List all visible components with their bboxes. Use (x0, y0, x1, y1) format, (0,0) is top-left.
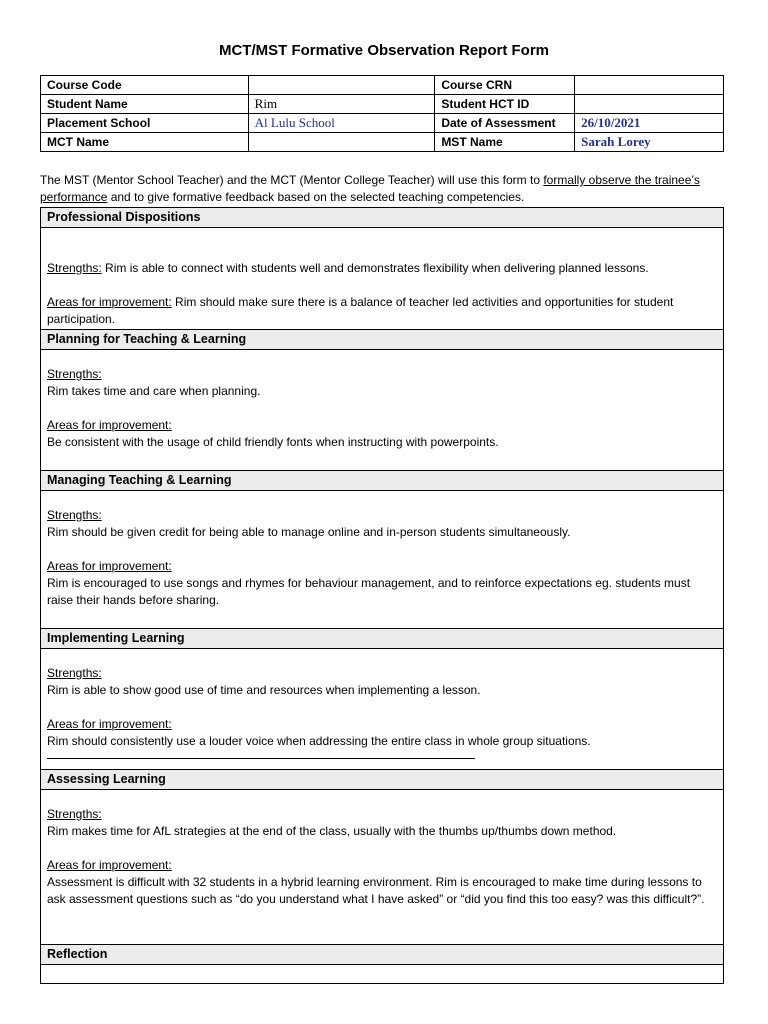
intro-text-start: The MST (Mentor School Teacher) and the MCT (Mentor College Teacher) will use this form to (40, 173, 544, 187)
student-name-label: Student Name (41, 95, 249, 114)
section-heading-assessing: Assessing Learning (41, 770, 723, 790)
student-hct-id-label: Student HCT ID (435, 95, 575, 114)
strengths-label: Strengths: (47, 666, 102, 680)
strengths-label: Strengths: (47, 807, 102, 821)
improvement-text: Rim should make sure there is a balance of teacher led activities and opportunities for student participation. (47, 295, 674, 326)
section-heading-professional-dispositions: Professional Dispositions (41, 208, 723, 228)
date-of-assessment-label: Date of Assessment (435, 114, 575, 133)
section-body-planning[interactable] (41, 350, 723, 471)
mst-name-field[interactable]: Sarah Lorey (575, 133, 724, 152)
intro-text-underlined: formally observe the trainee’s performance (40, 173, 700, 204)
improvement-label: Areas for improvement: (47, 418, 172, 432)
student-info-table (40, 75, 724, 152)
info-row-course (41, 76, 724, 95)
mct-name-label: MCT Name (41, 133, 249, 152)
mst-name-label: MST Name (435, 133, 575, 152)
observation-table (40, 207, 724, 984)
course-crn-label: Course CRN (435, 76, 575, 95)
date-of-assessment-field[interactable]: 26/10/2021 (575, 114, 724, 133)
strengths-label: Strengths: (47, 508, 102, 522)
strengths-text: Rim takes time and care when planning. (47, 384, 261, 398)
improvement-label: Areas for improvement: (47, 295, 172, 309)
course-crn-field[interactable] (575, 76, 724, 95)
strengths-label: Strengths: (47, 261, 102, 275)
intro-paragraph (40, 172, 724, 206)
section-body-professional-dispositions[interactable] (41, 228, 723, 330)
info-row-student (41, 95, 724, 114)
student-hct-id-field[interactable] (575, 95, 724, 114)
course-code-label: Course Code (41, 76, 249, 95)
mct-name-field[interactable] (248, 133, 435, 152)
course-code-field[interactable] (248, 76, 435, 95)
placement-school-label: Placement School (41, 114, 249, 133)
info-row-mentors (41, 133, 724, 152)
section-heading-implementing: Implementing Learning (41, 629, 723, 649)
improvement-text: Assessment is difficult with 32 students in a hybrid learning environment. Rim is encouraged to make time during lessons to ask assessment questions such as “do you understand what I have asked” or “did you find this too easy? was this difficult?”. (47, 875, 705, 906)
section-heading-managing: Managing Teaching & Learning (41, 471, 723, 491)
improvement-label: Areas for improvement: (47, 559, 172, 573)
section-body-managing[interactable] (41, 491, 723, 629)
improvement-label: Areas for improvement: (47, 858, 172, 872)
intro-text-end: and to give formative feedback based on the selected teaching competencies. (107, 190, 525, 204)
improvement-text: Be consistent with the usage of child friendly fonts when instructing with powerpoints. (47, 435, 499, 449)
strengths-label: Strengths: (47, 367, 102, 381)
strengths-text: Rim is able to connect with students well and demonstrates flexibility when delivering planned lessons. (101, 261, 649, 275)
section-body-implementing[interactable] (41, 649, 723, 770)
placement-school-field[interactable]: Al Lulu School (248, 114, 435, 133)
strengths-text: Rim makes time for AfL strategies at the end of the class, usually with the thumbs up/thumbs down method. (47, 824, 617, 838)
info-row-placement (41, 114, 724, 133)
strengths-text: Rim should be given credit for being able to manage online and in-person students simultaneously. (47, 525, 571, 539)
section-body-reflection[interactable] (41, 965, 723, 983)
section-heading-planning: Planning for Teaching & Learning (41, 330, 723, 350)
form-title: MCT/MST Formative Observation Report Form (218, 42, 550, 59)
improvement-entry (47, 294, 717, 328)
student-name-field[interactable]: Rim (248, 95, 435, 114)
strengths-text: Rim is able to show good use of time and resources when implementing a lesson. (47, 683, 481, 697)
strengths-entry (47, 260, 717, 277)
improvement-text: Rim should consistently use a louder voice when addressing the entire class in whole group situations. (47, 734, 591, 748)
improvement-text: Rim is encouraged to use songs and rhymes for behaviour management, and to reinforce expectations eg. students must raise their hands before sharing. (47, 576, 691, 607)
divider-line (47, 750, 475, 759)
improvement-label: Areas for improvement: (47, 717, 172, 731)
section-heading-reflection: Reflection (41, 945, 723, 965)
section-body-assessing[interactable] (41, 790, 723, 945)
